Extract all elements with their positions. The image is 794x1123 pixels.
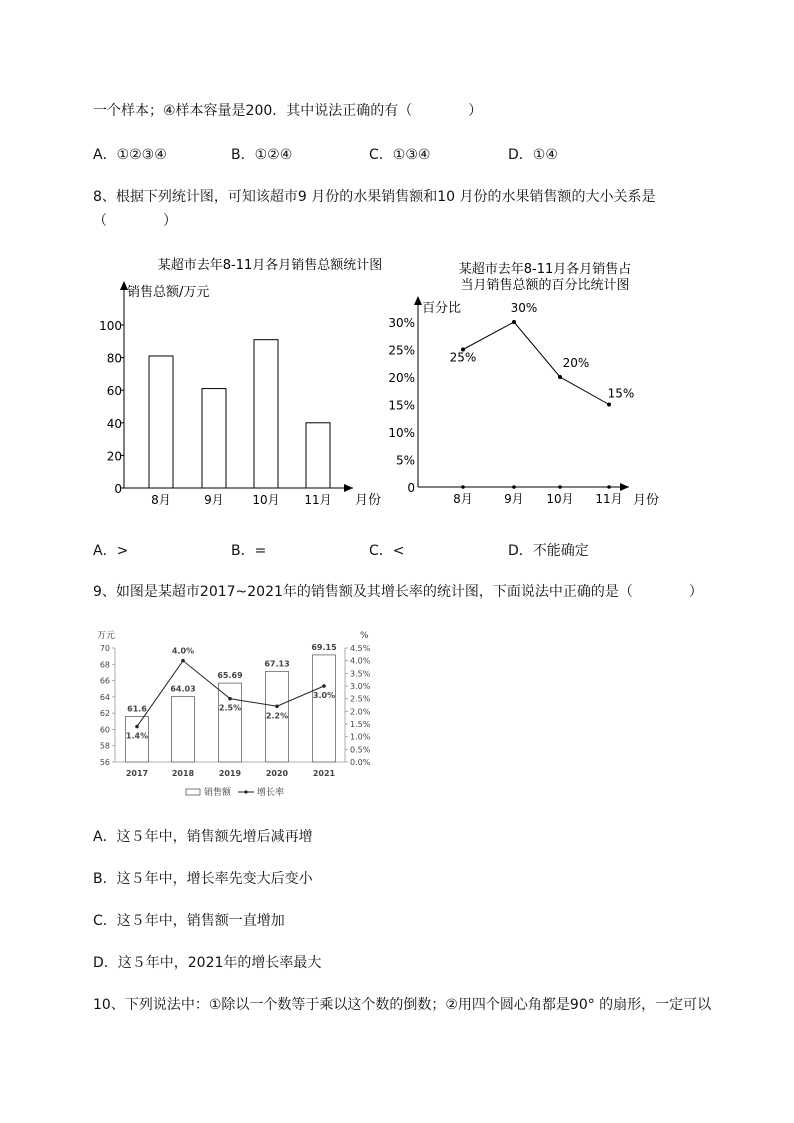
chart3-right-tick-label: 3.0% xyxy=(350,682,371,691)
chart2-point xyxy=(558,375,562,379)
chart3-right-tick-label: 1.0% xyxy=(350,732,371,742)
q8-option-d: D．不能确定 xyxy=(508,543,589,559)
chart2-title-line2: 当月销售总额的百分比统计图 xyxy=(460,278,630,293)
chart3-bar xyxy=(172,697,195,762)
chart3-right-tick-label: 0.5% xyxy=(350,745,371,755)
chart2-data-label: 20% xyxy=(562,356,590,370)
q7-stem-tail: 一个样本；④样本容量是200．其中说法正确的有（ ） xyxy=(93,103,483,119)
chart2-x-tick-label: 9月 xyxy=(504,492,524,506)
chart3-left-tick-label: 64 xyxy=(99,692,110,702)
chart3-growth-label: 3.0% xyxy=(312,691,336,700)
chart2-y-tick-label: 15% xyxy=(388,398,415,413)
chart2-y-tick-label: 5% xyxy=(395,453,415,468)
line-chart-monthly-percentage xyxy=(385,250,675,510)
q8-blank: （ ） xyxy=(93,213,177,229)
chart1-ylabel: 销售总额/万元 xyxy=(127,285,210,300)
chart3-right-tick-label: 3.5% xyxy=(350,669,371,679)
chart2-y-tick-label: 30% xyxy=(388,316,415,330)
chart3-legend xyxy=(186,786,284,798)
chart3-bar-label: 64.03 xyxy=(170,684,196,694)
combo-chart-sales-growth xyxy=(88,625,388,805)
chart2-ylabel: 百分比 xyxy=(422,301,462,316)
chart3-x-tick-label: 2021 xyxy=(312,769,336,778)
chart1-y-tick-label: 0 xyxy=(114,482,122,496)
chart3-right-tick-label: 2.5% xyxy=(350,694,371,704)
q10-stem: 10、下列说法中：①除以一个数等于乘以这个数的倒数；②用四个圆心角都是90° 的扇形，一定可以 xyxy=(93,997,712,1013)
chart3-growth-label: 4.0% xyxy=(171,646,195,656)
chart2-x-tick-label: 8月 xyxy=(453,492,473,506)
q8-option-b: B．= xyxy=(231,543,267,559)
q7-option-c: C．①③④ xyxy=(369,147,431,163)
chart2-point xyxy=(607,403,611,407)
chart2-x-tick-dot xyxy=(461,485,465,489)
chart3-bar-label: 69.15 xyxy=(311,642,337,652)
chart1-y-tick-label: 100 xyxy=(99,319,122,333)
q9-option-a: A．这５年中，销售额先增后减再增 xyxy=(93,829,313,845)
legend-growth-label: 增长率 xyxy=(257,788,285,798)
chart1-x-tick-label: 10月 xyxy=(252,493,280,507)
chart3-left-tick-label: 58 xyxy=(99,741,110,751)
chart2-x-tick-label: 11月 xyxy=(595,492,623,506)
chart3-right-tick-label: 0.0% xyxy=(350,758,371,767)
chart1-y-tick-label: 60 xyxy=(106,384,122,399)
chart2-data-label: 25% xyxy=(449,350,477,365)
chart2-y-tick-label: 0 xyxy=(407,481,415,495)
chart2-y-tick-label: 25% xyxy=(388,343,415,358)
chart2-x-tick-dot xyxy=(512,485,516,489)
chart1-bar xyxy=(149,356,173,488)
chart1-y-tick-label: 40 xyxy=(106,416,122,431)
legend-bar-swatch xyxy=(186,789,200,795)
chart1-x-tick-label: 9月 xyxy=(204,493,224,507)
chart3-growth-point xyxy=(135,725,139,729)
chart2-y-tick-label: 10% xyxy=(388,426,415,440)
q7-option-b: B．①②④ xyxy=(231,147,293,163)
chart1-x-tick-label: 11月 xyxy=(304,493,332,507)
chart1-bar xyxy=(306,423,330,488)
q8-stem: 8、根据下列统计图，可知该超市9 月份的水果销售额和10 月份的水果销售额的大小关系是 xyxy=(93,189,656,205)
chart3-bar-label: 65.69 xyxy=(217,671,243,681)
q9-option-d: D．这５年中，2021年的增长率最大 xyxy=(93,955,322,971)
chart3-growth-label: 2.2% xyxy=(265,711,289,721)
chart3-bar-label: 61.6 xyxy=(127,704,147,714)
chart3-growth-point xyxy=(275,704,279,708)
chart3-bar-label: 67.13 xyxy=(264,659,290,669)
chart3-x-tick-label: 2020 xyxy=(265,769,289,778)
chart3-x-tick-label: 2017 xyxy=(125,769,149,778)
q9-stem: 9、如图是某超市2017~2021年的销售额及其增长率的统计图，下面说法中正确的是（ ） xyxy=(93,584,703,600)
chart1-title: 某超市去年8-11月各月销售总额统计图 xyxy=(157,258,383,273)
legend-line-dot xyxy=(244,790,247,793)
q9-option-b: B．这５年中，增长率先变大后变小 xyxy=(93,871,313,887)
chart2-xlabel: 月份 xyxy=(633,493,660,508)
q8-option-c: C．< xyxy=(369,543,405,559)
chart3-left-tick-label: 70 xyxy=(99,644,110,653)
chart2-x-tick-dot xyxy=(607,485,611,489)
chart1-bar xyxy=(254,340,278,488)
chart1-xlabel: 月份 xyxy=(355,493,382,508)
chart3-left-tick-label: 68 xyxy=(99,660,110,670)
chart2-data-label: 15% xyxy=(607,386,635,401)
legend-sales-label: 销售额 xyxy=(204,788,232,798)
chart3-right-tick-label: 2.0% xyxy=(350,707,371,717)
chart3-growth-label: 1.4% xyxy=(125,731,149,741)
chart3-x-tick-label: 2018 xyxy=(171,769,195,778)
chart1-x-tick-label: 8月 xyxy=(151,493,171,507)
chart1-x-arrow xyxy=(344,484,353,492)
chart1-bar xyxy=(202,389,226,488)
q8-option-a: A．> xyxy=(93,543,129,559)
chart3-left-tick-label: 62 xyxy=(99,709,110,719)
chart3-growth-point xyxy=(228,697,232,701)
chart1-y-tick-label: 80 xyxy=(106,351,122,366)
q7-option-a: A．①②③④ xyxy=(93,147,167,163)
chart3-right-tick-label: 4.0% xyxy=(350,656,371,666)
chart3-left-tick-label: 56 xyxy=(99,758,110,767)
chart3-growth-point xyxy=(322,684,326,688)
q7-option-d: D．①④ xyxy=(508,147,558,163)
chart3-left-tick-label: 60 xyxy=(99,725,110,735)
q9-option-c: C．这５年中，销售额一直增加 xyxy=(93,913,285,929)
chart1-y-tick-label: 20 xyxy=(106,449,122,464)
chart2-y-tick-label: 20% xyxy=(388,371,415,385)
chart2-y-arrow xyxy=(414,296,422,305)
chart3-right-tick-label: 1.5% xyxy=(350,720,371,729)
chart3-left-tick-label: 66 xyxy=(99,676,110,686)
chart3-x-tick-label: 2019 xyxy=(218,769,242,778)
chart3-right-tick-label: 4.5% xyxy=(350,644,371,653)
chart2-point xyxy=(512,320,516,324)
chart3-right-unit: % xyxy=(360,631,369,641)
chart2-title-line1: 某超市去年8-11月各月销售占 xyxy=(458,262,632,277)
chart3-growth-label: 2.5% xyxy=(218,703,242,713)
bar-chart-monthly-sales xyxy=(95,250,383,510)
chart2-x-tick-dot xyxy=(558,485,562,489)
chart2-x-arrow xyxy=(620,483,629,491)
chart3-left-unit: 万元 xyxy=(97,631,116,641)
chart2-x-tick-label: 10月 xyxy=(546,492,574,506)
chart3-growth-point xyxy=(181,659,185,663)
chart3-bar xyxy=(219,683,242,762)
chart3-bar xyxy=(313,655,336,762)
chart2-data-label: 30% xyxy=(510,301,538,315)
